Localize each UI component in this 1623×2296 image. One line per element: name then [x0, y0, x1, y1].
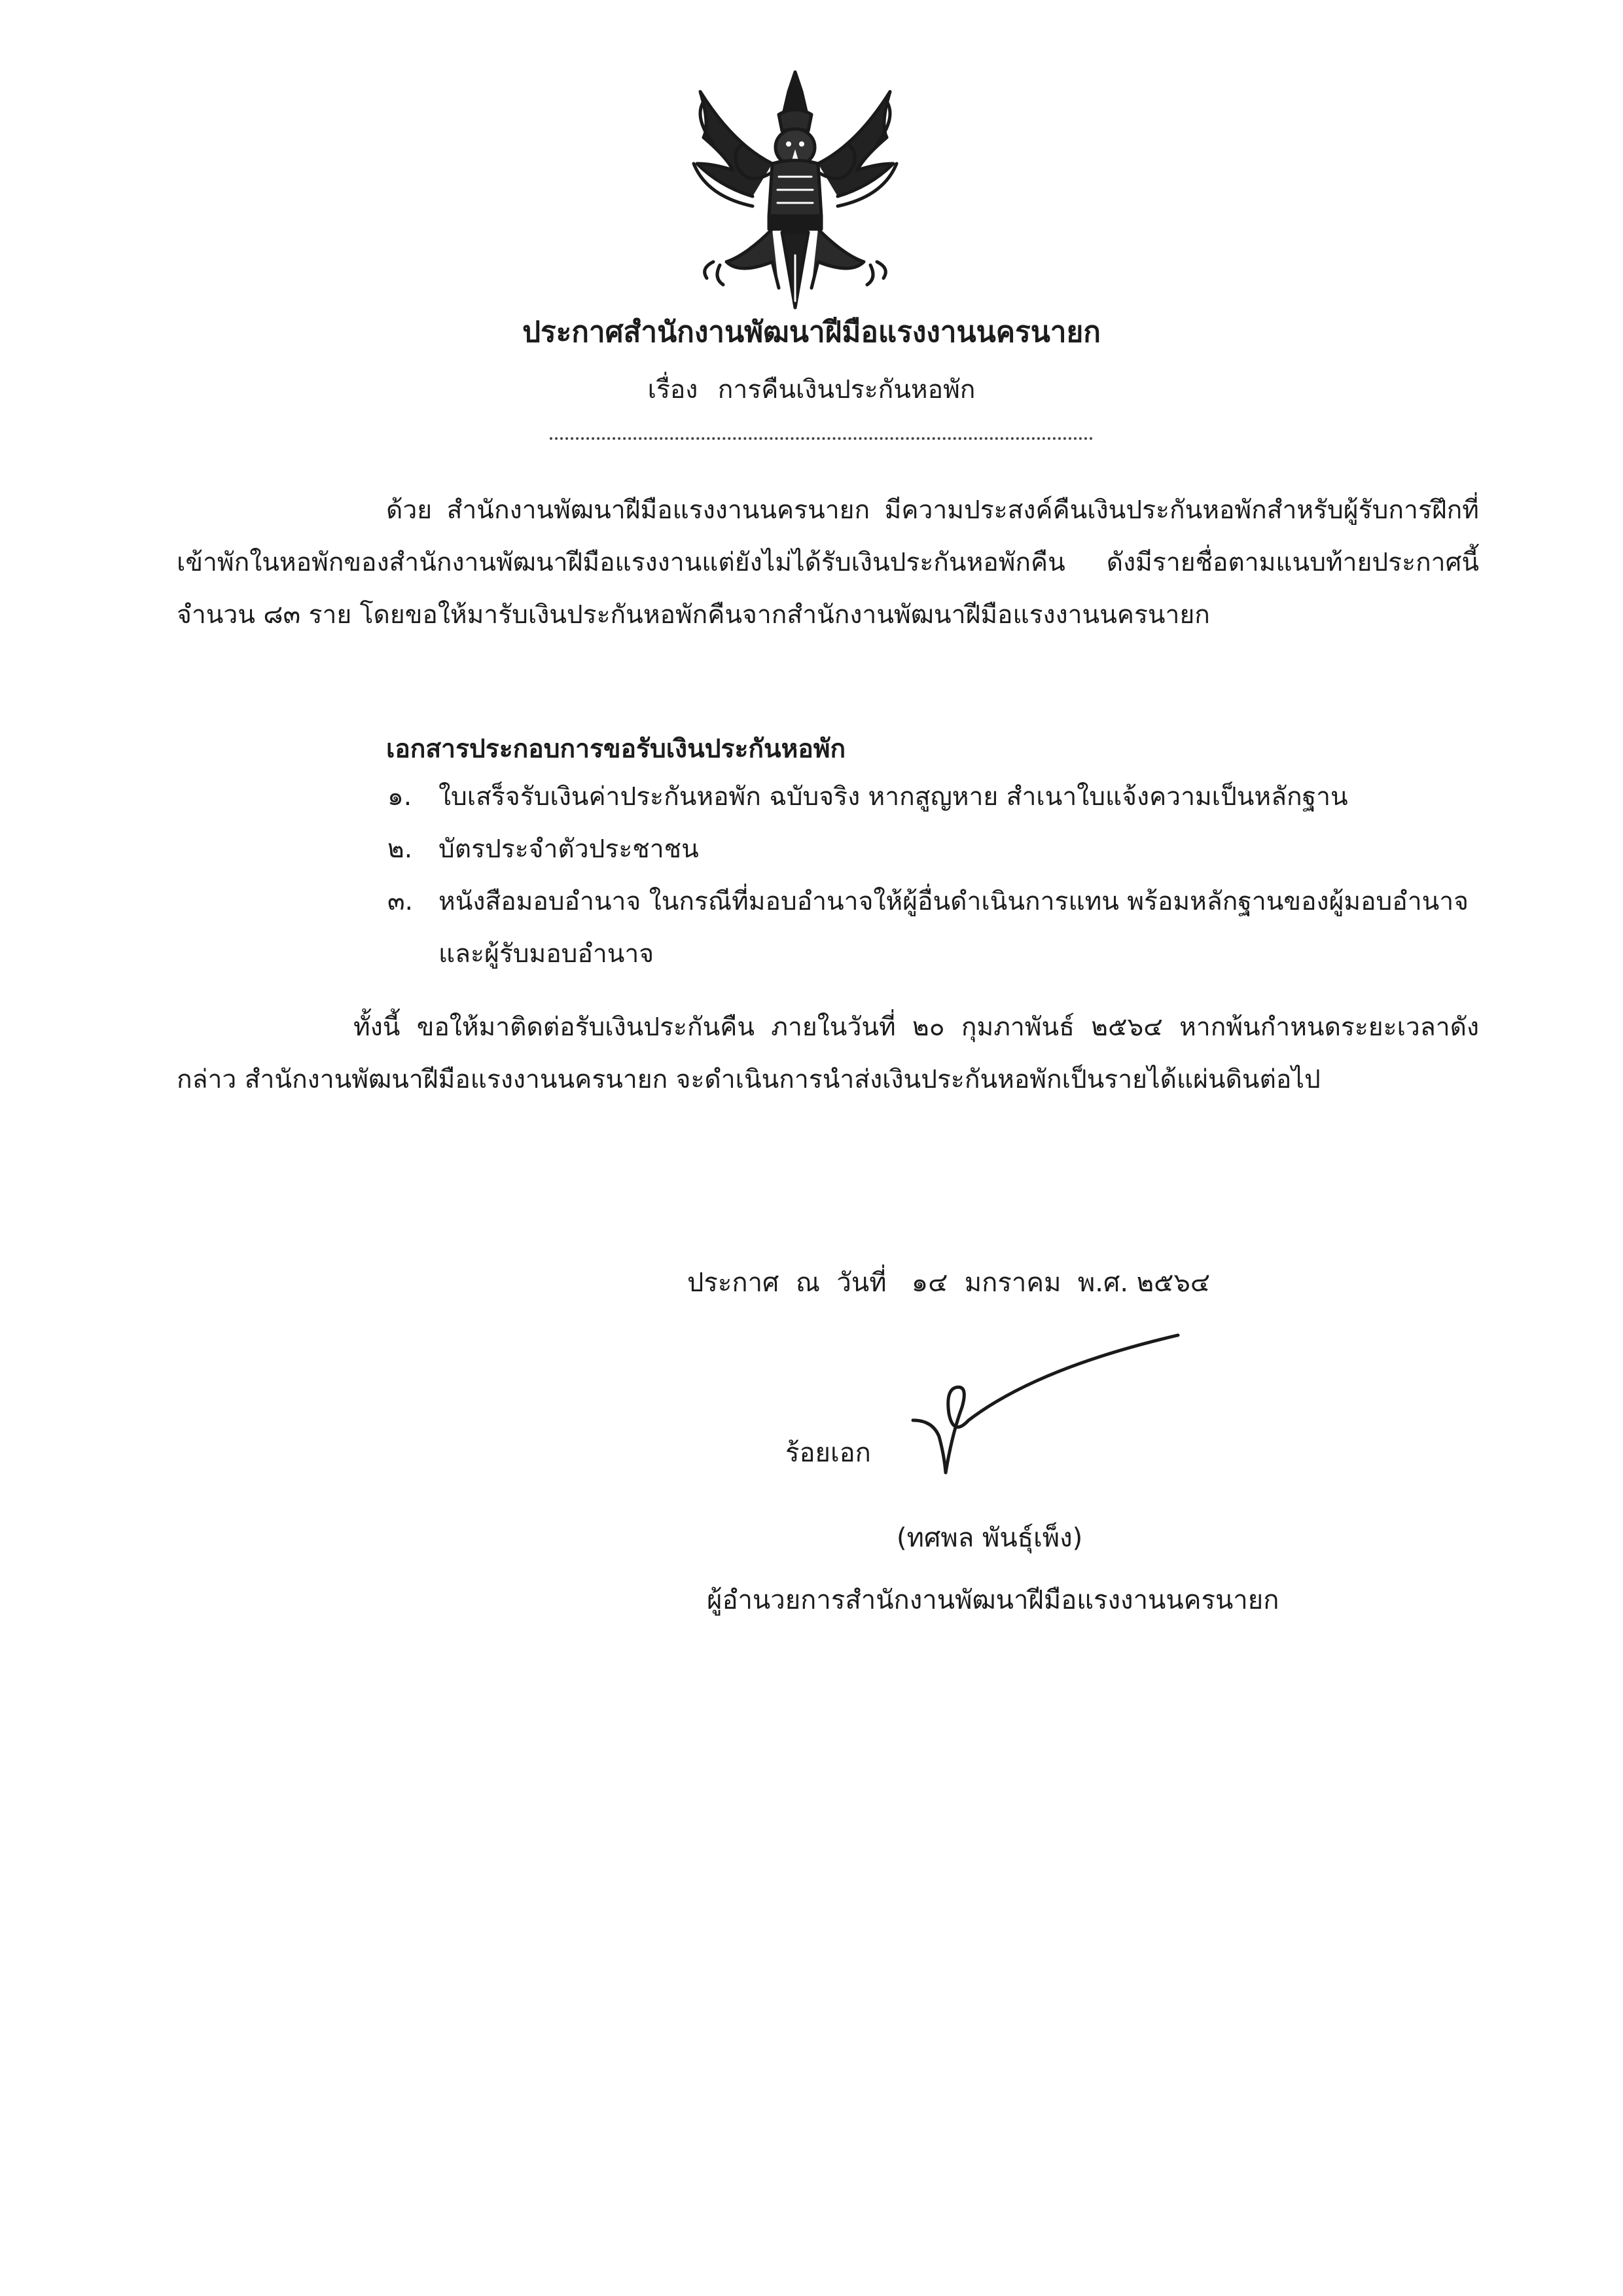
body-paragraph-1: ด้วย สำนักงานพัฒนาฝีมือแรงงานนครนายก มีความประสงค์คืนเงินประกันหอพักสำหรับผู้รับการฝึกที่เข้าพักในหอพักของสำนักงานพัฒนาฝีมือแรงงานแต่ยังไม่ได้รับเงินประกันหอพักคืน ดังมีรายชื่อตามแนบท้ายประกาศนี้ จำนวน ๘๓ ราย โดยขอให้มารับเงินประกันหอพักคืนจากสำนักงานพัฒนาฝีมือแรงงานนครนายก [177, 495, 1479, 630]
signer-name: (ทศพล พันธุ์เพ็ง) [897, 1523, 1083, 1553]
list-item-number: ๒. [387, 834, 413, 864]
documents-list [366, 771, 1492, 980]
list-item-text: หนังสือมอบอำนาจ ในกรณีที่มอบอำนาจให้ผู้อื่นดำเนินการแทน พร้อมหลักฐานของผู้มอบอำนาจและผู้รับมอบอำนาจ [438, 887, 1469, 969]
list-item [366, 876, 1492, 980]
subject-label: เรื่อง [647, 375, 698, 404]
subject-line [0, 372, 1623, 408]
announcement-title: ประกาศสำนักงานพัฒนาฝีมือแรงงานนครนายก [522, 315, 1101, 349]
list-item-text: บัตรประจำตัวประชาชน [438, 834, 699, 864]
handwritten-signature [906, 1322, 1188, 1479]
signer-position: ผู้อำนวยการสำนักงานพัฒนาฝีมือแรงงานนครนายก [707, 1585, 1279, 1615]
body-paragraph-2: ทั้งนี้ ขอให้มาติดต่อรับเงินประกันคืน ภายในวันที่ ๒๐ กุมภาพันธ์ ๒๕๖๔ หากพ้นกำหนดระยะเวลาดังกล่าว สำนักงานพัฒนาฝีมือแรงงานนครนายก จะดำเนินการนำส่งเงินประกันหอพักเป็นรายได้แผ่นดินต่อไป [177, 1013, 1479, 1094]
signer-rank: ร้อยเอก [785, 1438, 871, 1468]
list-item-number: ๓. [387, 887, 414, 916]
list-item-number: ๑. [387, 782, 412, 812]
announcement-date: ประกาศ ณ วันที่ ๑๔ มกราคม พ.ศ. ๒๕๖๔ [687, 1268, 1211, 1298]
subject-text: การคืนเงินประกันหอพัก [717, 375, 976, 404]
dotted-divider [550, 437, 1093, 440]
garuda-emblem-icon [674, 65, 916, 314]
documents-heading: เอกสารประกอบการขอรับเงินประกันหอพัก [386, 734, 846, 764]
list-item-text: ใบเสร็จรับเงินค่าประกันหอพัก ฉบับจริง หากสูญหาย สำเนาใบแจ้งความเป็นหลักฐาน [438, 782, 1348, 812]
list-item [366, 771, 1492, 823]
list-item [366, 823, 1492, 876]
